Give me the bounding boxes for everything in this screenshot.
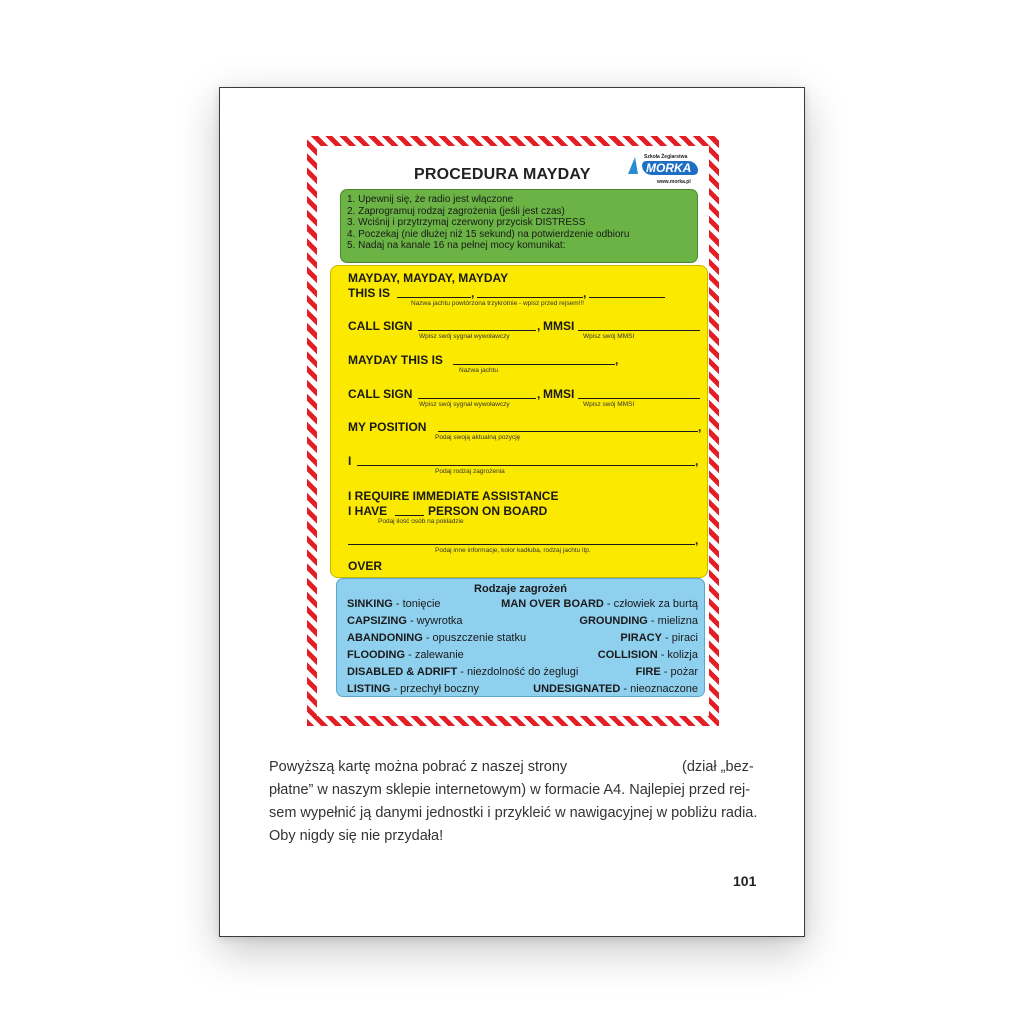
danger-types-title: Rodzaje zagrożeń: [474, 583, 567, 595]
my-position-label: MY POSITION: [348, 420, 427, 434]
body-line-1: [269, 756, 774, 780]
hint-name-3x: Nazwa jachtu powtórzona trzykrotnie - wpisz przed rejsem!!!: [411, 300, 585, 307]
comma: ,: [615, 353, 619, 367]
mmsi-field[interactable]: [578, 330, 700, 331]
hint-mmsi-2: Wpisz swój MMSI: [583, 401, 635, 408]
logo-brand-text: MORKA: [646, 161, 692, 175]
list-item: [347, 632, 698, 646]
list-item: [347, 666, 698, 680]
hint-position: Podaj swoją aktualną pozycję: [435, 434, 521, 441]
danger-term: GROUNDING: [579, 615, 648, 627]
name-field-2[interactable]: [477, 297, 583, 298]
yacht-name-field[interactable]: [453, 364, 615, 365]
mmsi-label: MMSI: [543, 319, 575, 333]
hint-call-sign: Wpisz swój sygnał wywoławczy: [419, 333, 510, 340]
danger-desc: - zalewanie: [405, 649, 464, 661]
body-line-3: sem wypełnić ją danymi jednostki i przykleić w nawigacyjnej w pobliżu radia.: [269, 805, 758, 821]
body-line-1-end: (dział „bez-: [682, 759, 754, 775]
hint-persons: Podaj ilość osób na pokładzie: [378, 518, 464, 525]
danger-desc: - niezdolność do żeglugi: [457, 666, 579, 678]
name-field-1[interactable]: [397, 297, 471, 298]
comma: ,: [537, 387, 541, 401]
mayday-this-is-label: MAYDAY THIS IS: [348, 353, 443, 367]
mmsi-field-2[interactable]: [578, 398, 700, 399]
message-form: [330, 265, 708, 578]
danger-term: PIRACY: [620, 632, 662, 644]
danger-desc: - przechył boczny: [390, 683, 480, 695]
danger-term: COLLISION: [597, 649, 658, 661]
morka-logo: [624, 154, 704, 190]
danger-desc: - człowiek za burtą: [603, 598, 698, 610]
danger-term: FIRE: [635, 666, 661, 678]
other-info-field[interactable]: [348, 544, 695, 545]
list-item: [347, 598, 698, 612]
comma: ,: [583, 286, 587, 300]
call-sign-field-2[interactable]: [418, 398, 536, 399]
require-assistance: I REQUIRE IMMEDIATE ASSISTANCE: [348, 489, 559, 503]
this-is-label: THIS IS: [348, 286, 391, 300]
hint-call-sign-2: Wpisz swój sygnał wywoławczy: [419, 401, 510, 408]
danger-desc: - mielizna: [647, 615, 698, 627]
card-inner: [317, 146, 709, 716]
comma: ,: [471, 286, 475, 300]
logo-brand: [642, 161, 698, 175]
i-label: I: [348, 454, 352, 468]
call-sign-label: CALL SIGN: [348, 319, 413, 333]
name-field-3[interactable]: [589, 297, 665, 298]
danger-desc: - wywrotka: [406, 615, 463, 627]
mayday-repeat: MAYDAY, MAYDAY, MAYDAY: [348, 271, 509, 285]
steps-box: [340, 189, 698, 263]
danger-desc: - pożar: [660, 666, 698, 678]
comma: ,: [695, 533, 699, 547]
body-line-4: Oby nigdy się nie przydała!: [269, 828, 444, 844]
hint-mmsi: Wpisz swój MMSI: [583, 333, 635, 340]
sail-icon: [628, 157, 638, 174]
step-2: 2. Zaprogramuj rodzaj zagrożenia (jeśli jest czas): [347, 205, 565, 217]
danger-term: CAPSIZING: [347, 615, 407, 627]
logo-school: Szkoła Żeglarstwa: [644, 154, 688, 160]
danger-desc: - opuszczenie statku: [422, 632, 527, 644]
persons-field[interactable]: [395, 515, 424, 516]
step-1: 1. Upewnij się, że radio jest włączone: [347, 194, 514, 205]
mayday-card: [307, 136, 719, 726]
call-sign-field[interactable]: [418, 330, 536, 331]
danger-term: LISTING: [347, 683, 391, 695]
danger-term: DISABLED & ADRIFT: [347, 666, 458, 678]
step-3: 3. Wciśnij i przytrzymaj czerwony przycisk DISTRESS: [347, 217, 586, 229]
comma: ,: [695, 454, 699, 468]
hint-danger: Podaj rodzaj zagrożenia: [435, 468, 505, 475]
danger-desc: - piraci: [661, 632, 698, 644]
call-sign-label-2: CALL SIGN: [348, 387, 413, 401]
comma: ,: [537, 319, 541, 333]
danger-term: ABANDONING: [347, 632, 423, 644]
danger-types-box: [336, 578, 705, 697]
body-line-2: płatne” w naszym sklepie internetowym) w formacie A4. Najlepiej przed rej-: [269, 782, 751, 798]
danger-field[interactable]: [357, 465, 695, 466]
position-field[interactable]: [438, 431, 698, 432]
danger-term: SINKING: [347, 598, 393, 610]
over-label: OVER: [348, 559, 383, 573]
logo-url: www.morka.pl: [657, 179, 691, 185]
danger-term: FLOODING: [347, 649, 406, 661]
danger-desc: - kolizja: [657, 649, 698, 661]
danger-term: UNDESIGNATED: [533, 683, 621, 695]
card-title: PROCEDURA MAYDAY: [414, 166, 591, 183]
danger-desc: - tonięcie: [392, 598, 441, 610]
body-line-1-text: Powyższą kartę można pobrać z naszej strony: [269, 759, 568, 775]
danger-desc: - nieoznaczone: [620, 683, 698, 695]
page-number: 101: [733, 873, 757, 889]
i-have-label: I HAVE: [348, 504, 388, 518]
list-item: [347, 683, 698, 697]
comma: ,: [698, 420, 702, 434]
step-5: 5. Nadaj na kanale 16 na pełnej mocy komunikat:: [347, 240, 566, 252]
step-4: 4. Poczekaj (nie dłużej niż 15 sekund) na potwierdzenie odbioru: [347, 228, 630, 240]
list-item: [347, 649, 698, 663]
list-item: [347, 615, 698, 629]
hint-other: Podaj inne informacje, kolor kadłuba, rodzaj jachtu itp.: [435, 547, 591, 554]
mmsi-label-2: MMSI: [543, 387, 575, 401]
person-on-board-label: PERSON ON BOARD: [428, 504, 548, 518]
hint-yacht-name: Nazwa jachtu: [459, 367, 499, 374]
danger-term: MAN OVER BOARD: [501, 598, 604, 610]
